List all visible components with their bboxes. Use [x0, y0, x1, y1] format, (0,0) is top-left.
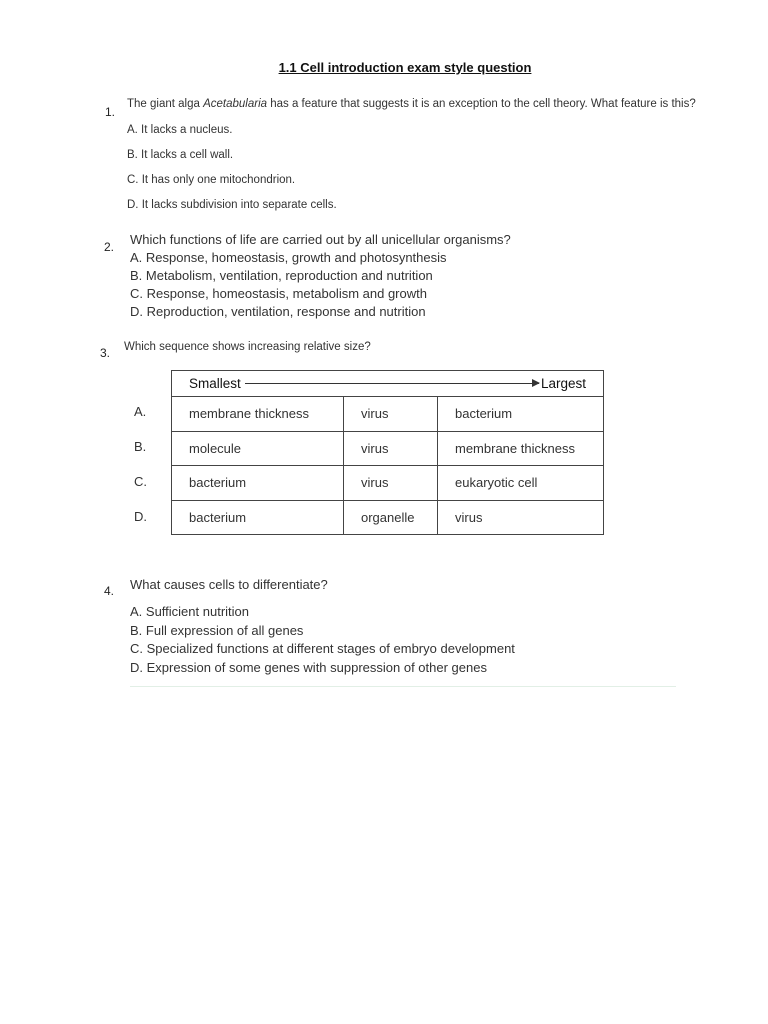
- table-cell: virus: [344, 431, 438, 466]
- question-1-text-end: has a feature that suggests it is an exception to the cell theory. What feature is this?: [267, 98, 696, 110]
- table-cell: virus: [344, 397, 438, 432]
- row-label-d: D.: [134, 509, 147, 524]
- row-label-a: A.: [134, 404, 147, 419]
- table-row: [172, 431, 604, 466]
- question-2-text: Which functions of life are carried out by all unicellular organisms?: [130, 232, 511, 247]
- question-1-option-a: A. It lacks a nucleus.: [127, 124, 233, 136]
- table-cell: bacterium: [438, 397, 604, 432]
- table-row: [172, 397, 604, 432]
- header-smallest: Smallest: [189, 376, 241, 391]
- divider: [130, 686, 676, 687]
- table-cell: membrane thickness: [438, 431, 604, 466]
- size-sequence-table: [171, 370, 604, 535]
- question-1-option-c: C. It has only one mitochondrion.: [127, 174, 296, 186]
- table-cell: molecule: [172, 431, 344, 466]
- question-4-number: 4.: [104, 584, 115, 598]
- table-header-row: [172, 371, 604, 397]
- question-1-option-b: B. It lacks a cell wall.: [127, 149, 234, 161]
- question-1-text-start: The giant alga: [127, 98, 204, 110]
- question-4-option-a: A. Sufficient nutrition: [130, 604, 249, 619]
- table-cell: organelle: [344, 500, 438, 535]
- table-cell: membrane thickness: [172, 397, 344, 432]
- question-2-option-d: D. Reproduction, ventilation, response and nutrition: [130, 304, 426, 319]
- table-cell: bacterium: [172, 500, 344, 535]
- question-2-number: 2.: [104, 240, 115, 254]
- question-4-option-b: B. Full expression of all genes: [130, 622, 304, 638]
- table-row: [172, 500, 604, 535]
- table-cell: eukaryotic cell: [438, 466, 604, 501]
- table-row: [172, 466, 604, 501]
- question-4-option-d: D. Expression of some genes with suppression of other genes: [130, 659, 487, 675]
- question-4-text: What causes cells to differentiate?: [130, 577, 328, 592]
- question-1-number: 1.: [105, 105, 116, 119]
- right-arrow-icon: [245, 383, 539, 384]
- question-3-text: Which sequence shows increasing relative size?: [124, 341, 371, 353]
- page-title: 1.1 Cell introduction exam style question: [278, 60, 532, 75]
- question-1-option-d: D. It lacks subdivision into separate cells.: [127, 199, 337, 211]
- table-cell: virus: [344, 466, 438, 501]
- question-1-species: Acetabularia: [203, 98, 268, 110]
- header-largest: Largest: [540, 376, 586, 391]
- question-3-number: 3.: [100, 346, 111, 360]
- table-header-cell: [172, 371, 604, 397]
- question-2-option-c: C. Response, homeostasis, metabolism and growth: [130, 286, 427, 301]
- question-4-option-c: C. Specialized functions at different stages of embryo development: [130, 641, 515, 656]
- row-label-c: C.: [134, 474, 147, 489]
- question-2-option-a: A. Response, homeostasis, growth and photosynthesis: [130, 250, 447, 265]
- question-1-text: [127, 98, 696, 110]
- question-2-option-b: B. Metabolism, ventilation, reproduction and nutrition: [130, 268, 433, 283]
- table-cell: virus: [438, 500, 604, 535]
- table-cell: bacterium: [172, 466, 344, 501]
- row-label-b: B.: [134, 439, 147, 454]
